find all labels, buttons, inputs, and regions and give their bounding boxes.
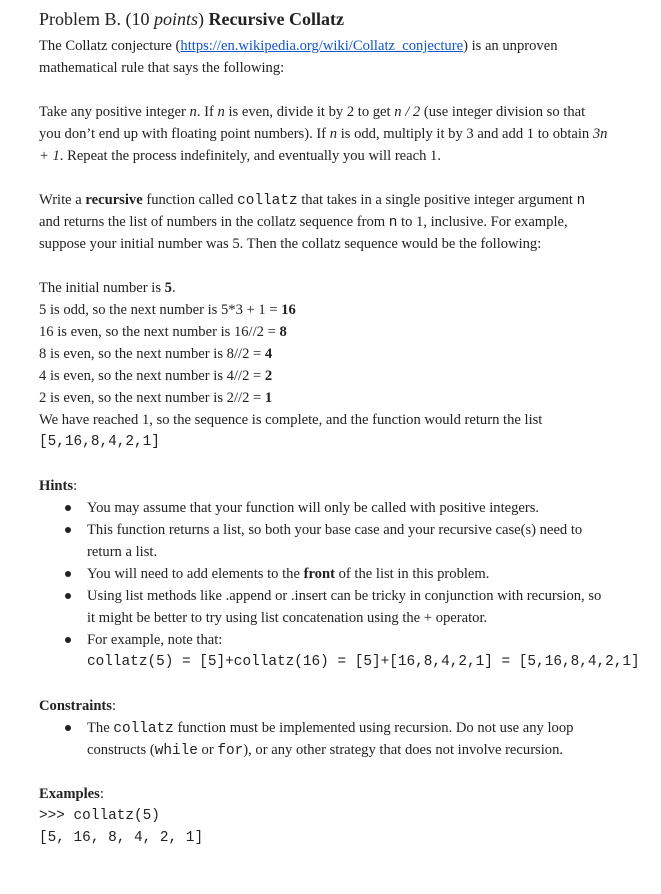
bullet-icon — [65, 593, 71, 599]
result-list-code: [5,16,8,4,2,1] — [39, 434, 160, 450]
task-line-1: Write a recursive function called collatz that takes in a single positive integer argument n — [39, 192, 586, 209]
example-output-code: [5, 16, 8, 4, 2, 1] — [39, 830, 204, 846]
examples-heading: Examples: — [39, 786, 104, 802]
intro-line-1: The Collatz conjecture (https://en.wikipedia.org/wiki/Collatz_conjecture) is an unproven — [39, 38, 558, 54]
hints-heading: Hints: — [39, 478, 78, 494]
hint-1: You may assume that your function will only be called with positive integers. — [87, 500, 540, 516]
hint-2-line-1: This function returns a list, so both your base case and your recursive case(s) need to — [87, 522, 583, 538]
hint-5-code: collatz(5) = [5]+collatz(16) = [5]+[16,8,4,2,1] = [5,16,8,4,2,1] — [87, 654, 640, 670]
step-initial: The initial number is 5. — [39, 280, 176, 296]
problem-name: Recursive Collatz — [208, 9, 344, 29]
step-5: 2 is even, so the next number is 2//2 = 1 — [39, 390, 273, 406]
step-1: 5 is odd, so the next number is 5*3 + 1 = 16 — [39, 302, 296, 318]
constraints-heading: Constraints: — [39, 698, 117, 714]
step-2: 16 is even, so the next number is 16//2 = 8 — [39, 324, 287, 340]
constraint-line-1: The collatz function must be implemented using recursion. Do not use any loop — [87, 720, 574, 737]
intro-line-2: mathematical rule that says the following: — [39, 60, 285, 76]
problem-title: Problem B. (10 points) Recursive Collatz — [39, 9, 344, 29]
step-4: 4 is even, so the next number is 4//2 = 2 — [39, 368, 273, 384]
bullet-icon — [65, 505, 71, 511]
task-line-3: suppose your initial number was 5. Then the collatz sequence would be the following: — [39, 236, 542, 252]
task-line-2: and returns the list of numbers in the collatz sequence from n to 1, inclusive. For example, — [39, 214, 568, 231]
step-complete: We have reached 1, so the sequence is complete, and the function would return the list — [39, 412, 543, 428]
wikipedia-link[interactable]: https://en.wikipedia.org/wiki/Collatz_conjecture — [180, 38, 464, 54]
hint-3: You will need to add elements to the front of the list in this problem. — [87, 566, 490, 582]
bullet-icon — [65, 571, 71, 577]
constraint-line-2: constructs (while or for), or any other strategy that does not involve recursion. — [87, 742, 564, 759]
bullet-icon — [65, 725, 71, 731]
hint-5-line-1: For example, note that: — [87, 632, 223, 648]
hint-4-line-1: Using list methods like .append or .insert can be tricky in conjunction with recursion, so — [87, 588, 602, 604]
function-name-code: collatz — [237, 193, 298, 209]
step-3: 8 is even, so the next number is 8//2 = 4 — [39, 346, 273, 362]
bullet-icon — [65, 637, 71, 643]
bullet-icon — [65, 527, 71, 533]
hint-4-line-2: it might be better to try using list concatenation using the + operator. — [87, 610, 488, 626]
rule-line-1: Take any positive integer n. If n is even, divide it by 2 to get n / 2 (use integer division so that — [39, 104, 586, 120]
hint-2-line-2: return a list. — [87, 544, 158, 560]
rule-line-3: + 1. Repeat the process indefinitely, and eventually you will reach 1. — [39, 148, 442, 164]
example-input-code: >>> collatz(5) — [39, 808, 160, 824]
rule-line-2: you don’t end up with floating point numbers). If n is odd, multiply it by 3 and add 1 to obtain 3n — [39, 126, 608, 142]
